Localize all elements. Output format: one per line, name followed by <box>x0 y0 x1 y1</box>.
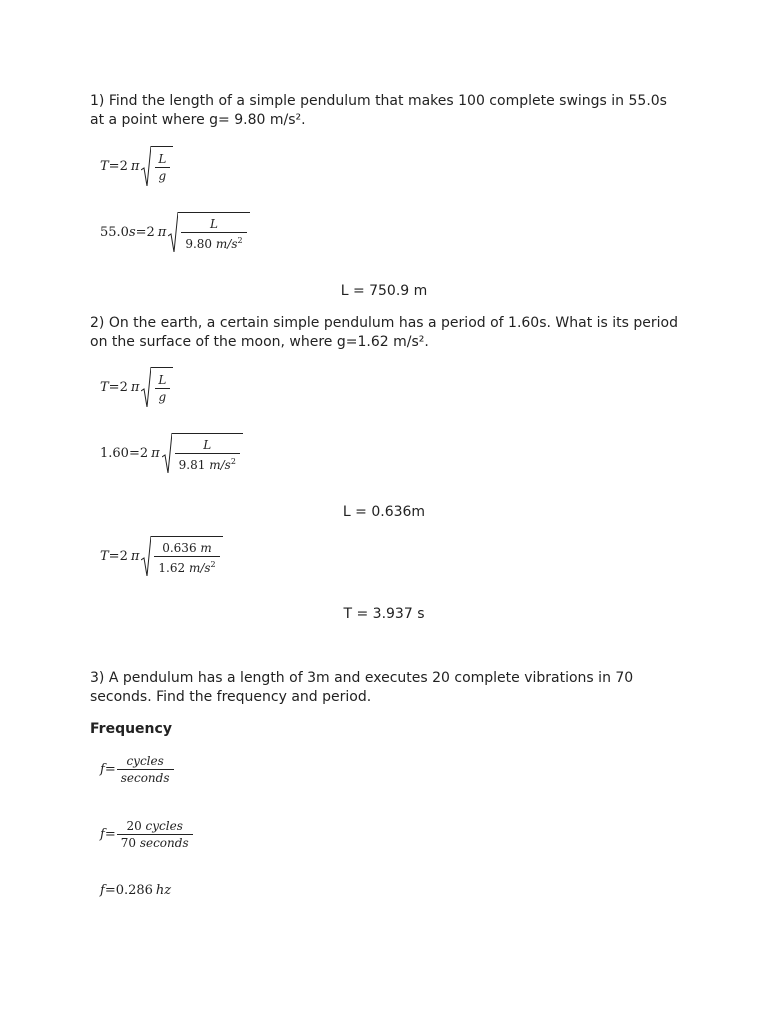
eq-operator: =2 <box>128 445 149 461</box>
fraction-numerator <box>122 818 186 834</box>
square-root <box>141 146 173 186</box>
problem-3-frequency-formula <box>100 753 175 786</box>
fraction-numerator: cycles <box>126 754 164 768</box>
fraction-numerator: L <box>158 152 167 166</box>
eq-operator: = <box>104 762 116 777</box>
problem-2-answer-period: T = 3.937 s <box>343 606 425 622</box>
fraction-numerator: L <box>209 216 218 231</box>
num-value: 20 <box>126 819 142 833</box>
pi-symbol: π <box>151 445 160 461</box>
problem-1-equation-formula <box>100 146 173 186</box>
eq-lhs: f <box>100 827 105 842</box>
eq-lhs: T <box>100 158 109 174</box>
pi-symbol: π <box>130 548 140 564</box>
fraction-numerator <box>158 540 216 556</box>
eq-operator: =2 <box>108 548 128 564</box>
fraction <box>154 540 219 576</box>
eq-operator: = <box>104 827 116 842</box>
problem-2-answer-length: L = 0.636m <box>342 504 426 520</box>
eq-value: =0.286 <box>104 883 153 898</box>
eq-operator: =2 <box>108 158 128 174</box>
problem-2-equation-formula <box>100 367 173 407</box>
problem-1-answer: L = 750.9 m <box>340 283 428 299</box>
fraction <box>154 151 170 184</box>
pi-symbol: π <box>130 158 140 174</box>
num-unit: m <box>200 540 212 555</box>
eq-unit: hz <box>155 883 172 898</box>
fraction-denominator <box>181 232 246 252</box>
eq-lhs: f <box>100 883 105 898</box>
square-root <box>162 433 243 473</box>
fraction <box>175 437 240 473</box>
eq-lhs: f <box>100 762 105 777</box>
problem-1-line-2: at a point where g= 9.80 m/s². <box>90 112 306 128</box>
den-value: 9.80 <box>185 236 213 251</box>
problem-1-equation-substituted <box>100 212 250 252</box>
problem-2-equation-moon <box>100 536 223 576</box>
problem-2-line-1: 2) On the earth, a certain simple pendulum has a period of 1.60s. What is its period <box>90 315 678 331</box>
eq-lhs: T <box>100 379 109 395</box>
eq-lhs: T <box>100 548 109 564</box>
fraction <box>117 753 174 786</box>
problem-2-equation-substituted <box>100 433 243 473</box>
fraction <box>154 372 170 405</box>
num-unit: cycles <box>145 819 183 833</box>
problem-3-line-2: seconds. Find the frequency and period. <box>90 689 372 705</box>
fraction-denominator: seconds <box>117 769 174 786</box>
square-root <box>141 536 222 576</box>
problem-2-line-2: on the surface of the moon, where g=1.62 m/s². <box>90 334 429 350</box>
eq-lhs-unit: s <box>128 224 136 240</box>
square-root <box>168 212 249 252</box>
den-value: 70 <box>120 836 136 850</box>
fraction-numerator: L <box>158 373 167 387</box>
den-exponent: 2 <box>237 235 243 245</box>
fraction-denominator <box>154 556 219 576</box>
den-unit: m/s <box>209 457 231 472</box>
fraction <box>117 818 193 851</box>
den-value: 1.62 <box>158 560 186 575</box>
den-unit: m/s <box>188 560 211 575</box>
num-value: 0.636 <box>162 540 197 555</box>
eq-operator: =2 <box>135 224 155 240</box>
fraction-denominator <box>175 453 240 473</box>
eq-lhs-value: 55.0 <box>100 224 129 240</box>
eq-operator: =2 <box>108 379 128 395</box>
radical-sign-icon <box>141 367 151 407</box>
den-unit: m/s <box>215 236 238 251</box>
fraction-denominator: g <box>155 167 171 184</box>
problem-2-text <box>90 314 690 352</box>
den-unit: seconds <box>139 836 189 850</box>
radical-sign-icon <box>141 536 151 576</box>
pi-symbol: π <box>157 224 167 240</box>
radical-sign-icon <box>168 212 178 252</box>
problem-1-text <box>90 92 690 130</box>
problem-3-text <box>90 669 690 707</box>
problem-1-line-1: 1) Find the length of a simple pendulum that makes 100 complete swings in 55.0s <box>90 93 667 109</box>
problem-3-frequency-substituted <box>100 818 194 851</box>
pi-symbol: π <box>130 379 140 395</box>
radical-sign-icon <box>141 146 151 186</box>
fraction <box>181 216 246 252</box>
eq-lhs-value: 1.60 <box>100 445 129 461</box>
frequency-heading: Frequency <box>90 721 172 737</box>
problem-3-line-1: 3) A pendulum has a length of 3m and executes 20 complete vibrations in 70 <box>90 670 634 686</box>
den-value: 9.81 <box>178 457 206 472</box>
fraction-denominator <box>117 834 193 851</box>
square-root <box>141 367 173 407</box>
den-exponent: 2 <box>230 456 236 466</box>
fraction-denominator: g <box>155 388 171 405</box>
den-exponent: 2 <box>210 559 216 569</box>
fraction-numerator: L <box>203 437 212 452</box>
radical-sign-icon <box>162 433 172 473</box>
problem-3-frequency-result <box>100 883 171 898</box>
